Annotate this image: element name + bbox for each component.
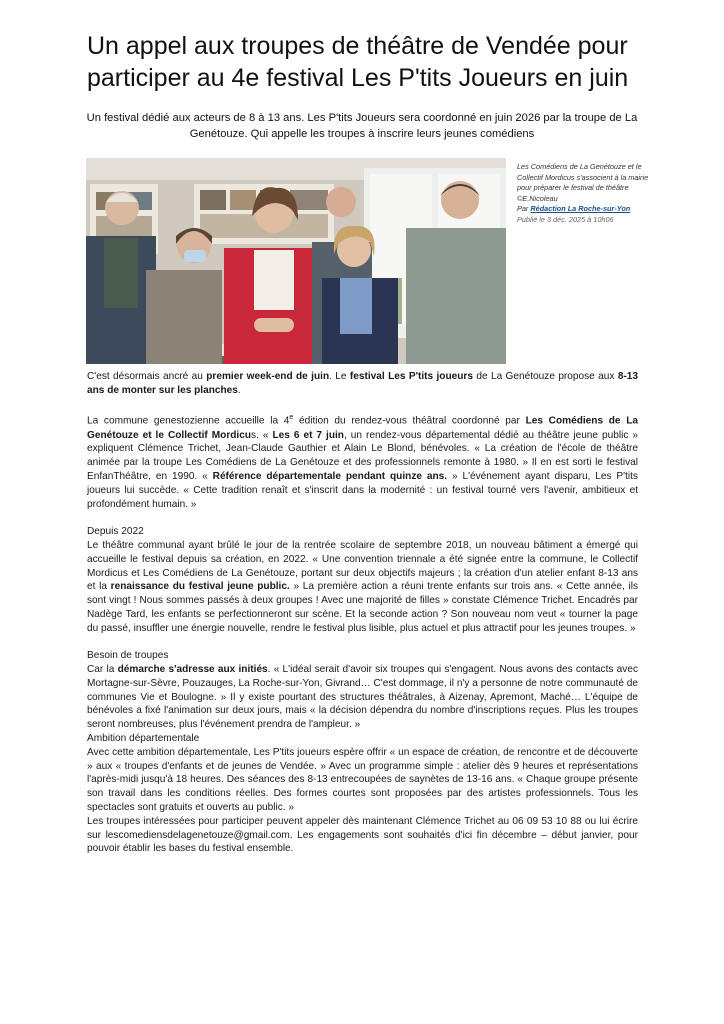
article-photo	[86, 158, 506, 364]
paragraph-contact: Les troupes intéressées pour participer peuvent appeler dès maintenant Clémence Trichet au 06 09 53 10 88 ou lui écrire sur lescomediensdelagenetouze@gmail.com. Les engagements sont souhaités d'ici fin décembre – début janvier, pour pouvoir établir les bases du festival ensemble.	[87, 815, 638, 855]
author-link[interactable]: Rédaction La Roche-sur-Yon	[530, 204, 631, 214]
caption-credit: ©E.Nicoleau	[517, 193, 558, 203]
article-lead: Un festival dédié aux acteurs de 8 à 13 ans. Les P'tits Joueurs sera coordonné en juin 2026 par la troupe de La Genétouze. Qui appelle les troupes à inscrire leurs jeunes comédiens	[86, 112, 638, 140]
paragraph-intro: C'est désormais ancré au premier week-end de juin. Le festival Les P'tits joueurs de La Genétouze propose aux 8-13 ans de monter sur les planches.	[87, 371, 639, 396]
paragraph-besoin-de-troupes: Car la démarche s'adresse aux initiés. « L'idéal serait d'avoir six troupes qui s'engagent. Nous avons des contacts avec Mortagne-sur-Sèvre, Pouzauges, La Roche-sur-Yon, Givrand… C'est dommage, il n'y a personne de notre communauté de communes Vie et Boulogne. » Il y existe pourtant des structures théâtrales, à Aizenay, Apremont, Maché… L'équipe de bénévoles a fixé l'animation sur deux jours, mais « la décision dépendra du nombre d'inscriptions reçues. Plus les troupes seront nombreuses, plus l'événement prendra de l'ampleur. »	[87, 664, 638, 731]
section-heading-besoin-de-troupes: Besoin de troupes	[87, 650, 169, 662]
photo-caption	[517, 162, 652, 226]
published-date: Publié le 3 déc. 2025 à 10h06	[517, 214, 614, 224]
section-heading-ambition: Ambition départementale	[87, 733, 200, 745]
article-title: Un appel aux troupes de théâtre de Vendée pour participer au 4e festival Les P'tits Joueurs en juin	[87, 32, 629, 92]
paragraph-ambition: Avec cette ambition départementale, Les P'tits joueurs espère offrir « un espace de création, de rencontre et de découverte » aux « troupes d'enfants et de jeunes de Vendée. » Avec un programme simple : atelier dès 9 heures et représentations l'après-midi jusqu'à 18 heures. Des séances des 8-13 entrecoupées de saynètes de 13-16 ans. « Chaque groupe présente son travail dans les conditions réelles. Des formes courtes sont proposées par des artistes professionnels. Tous les spectacles sont gratuits et ouverts au public. »	[87, 746, 638, 814]
article-body	[87, 370, 638, 856]
caption-by-prefix: Par	[517, 204, 531, 214]
paragraph-edition: La commune genestozienne accueille la 4e édition du rendez-vous théâtral coordonné par Les Comédiens de La Genétouze et le Collectif Mordicus. « Les 6 et 7 juin, un rendez-vous départemental dédié au théâtre jeune public » expliquent Clémence Trichet, Jean-Claude Gauthier et Alain Le Blond, bénévoles. « La création de l'école de théâtre animée par la troupe Les Comédiens de La Genétouze et des professionnels remonte à 1980. » Il en est sorti le festival EnfanThéâtre, en 1990. « Référence départementale pendant quinze ans. » L'événement ayant disparu, Les P'tits joueurs lui succède. « Cette tradition renaît et s'inscrit dans la modernité : un festival tourné vers l'avenir, ambitieux et profondément humain. »	[87, 414, 638, 510]
section-heading-depuis-2022: Depuis 2022	[87, 526, 144, 538]
caption-text: Les Comédiens de La Genétouze et le Collectif Mordicus s'associent à la mairie pour préparer le festival de théâtre	[517, 162, 649, 193]
paragraph-depuis-2022: Le théâtre communal ayant brûlé le jour de la rentrée scolaire de septembre 2018, un nouveau bâtiment a émergé qui accueille le festival depuis sa création, en 2022. « Une convention triennale a été signée entre la commune, le Collectif Mordicus et Les Comédiens de La Genétouze, portant sur deux objectifs majeurs ; la création d'un atelier enfant 8-13 ans et la renaissance du festival jeune public. » La première action a réuni trente enfants sur trois ans. « Cette année, ils sont vingt ! Nous sommes passés à deux groupes ! Avec une majorité de filles » constate Clémence Trichet. Encadrés par Nadège Tard, les enfants se perfectionneront sur scène. Et la seconde action ? Son nouveau nom veut « tourner la page du passé, insuffler une énergie nouvelle, rendre le festival plus lisible, plus actuel et plus attractif pour les jeunes troupes. »	[87, 539, 638, 634]
